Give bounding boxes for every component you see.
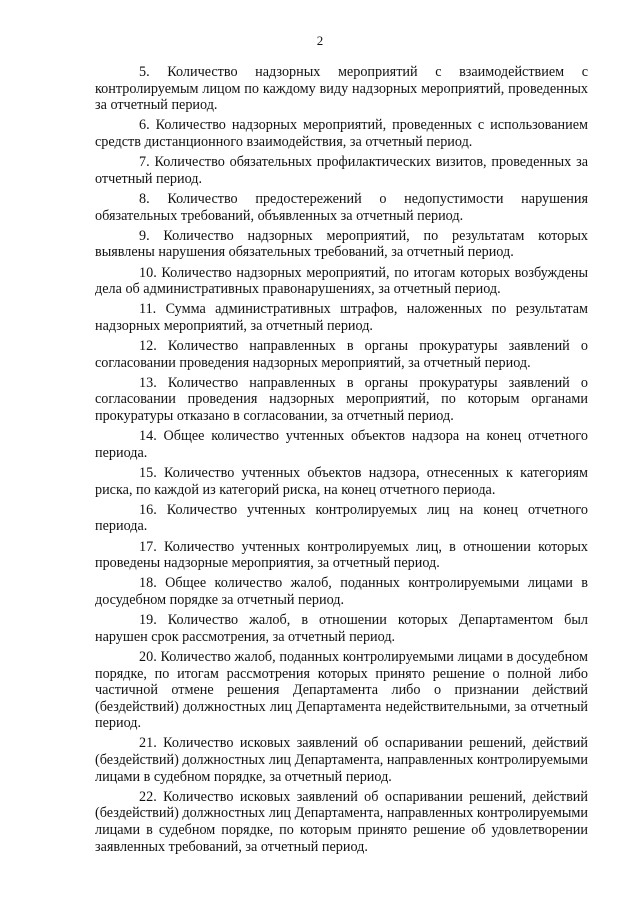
list-item-11: 11. Сумма административных штрафов, наложенных по результатам надзорных мероприятий, за отчетный период. [95, 301, 588, 334]
list-item-10: 10. Количество надзорных мероприятий, по итогам которых возбуждены дела об административных правонарушениях, за отчетный период. [95, 264, 588, 298]
list-item-16: 16. Количество учтенных контролируемых лиц на конец отчетного периода. [95, 501, 588, 535]
list-item-13: 13. Количество направленных в органы прокуратуры заявлений о согласовании проведения надзорных мероприятий, по которым органами прокуратуры отказано в согласовании, за отчетный период. [95, 374, 588, 425]
list-item-8: 8. Количество предостережений о недопустимости нарушения обязательных требований, объявленных за отчетный период. [95, 190, 588, 224]
list-item-17: 17. Количество учтенных контролируемых лиц, в отношении которых проведены надзорные мероприятия, за отчетный период. [95, 538, 588, 572]
list-item-6: 6. Количество надзорных мероприятий, проведенных с использованием средств дистанционного взаимодействия, за отчетный период. [95, 117, 588, 150]
list-item-7: 7. Количество обязательных профилактических визитов, проведенных за отчетный период. [95, 154, 588, 187]
list-item-12: 12. Количество направленных в органы прокуратуры заявлений о согласовании проведения надзорных мероприятий, за отчетный период. [95, 338, 588, 371]
list-item-9: 9. Количество надзорных мероприятий, по результатам которых выявлены нарушения обязательных требований, за отчетный период. [95, 227, 588, 261]
list-item-14: 14. Общее количество учтенных объектов надзора на конец отчетного периода. [95, 428, 588, 461]
list-item-15: 15. Количество учтенных объектов надзора, отнесенных к категориям риска, по каждой из категорий риска, на конец отчетного периода. [95, 465, 588, 498]
page-number: 2 [316, 33, 324, 48]
list-item-19: 19. Количество жалоб, в отношении которых Департаментом был нарушен срок рассмотрения, за отчетный период. [95, 612, 588, 645]
document-body [95, 64, 588, 859]
list-item-22: 22. Количество исковых заявлений об оспаривании решений, действий (бездействий) должностных лиц Департамента, направленных контролируемыми лицами в судебном порядке, по которым принято решение об удовлетворении заявленных требований, за отчетный период. [95, 788, 588, 855]
list-item-21: 21. Количество исковых заявлений об оспаривании решений, действий (бездействий) должностных лиц Департамента, направленных контролируемыми лицами в судебном порядке, за отчетный период. [95, 735, 588, 785]
list-item-20: 20. Количество жалоб, поданных контролируемыми лицами в досудебном порядке, по итогам рассмотрения которых принято решение о полной либо частичной отмене решения Департамента либо о признании действий (бездействий) должностных лиц Департамента недействительными, за отчетный период. [95, 648, 588, 732]
list-item-18: 18. Общее количество жалоб, поданных контролируемыми лицами в досудебном порядке за отчетный период. [95, 575, 588, 608]
list-item-5: 5. Количество надзорных мероприятий с взаимодействием с контролируемым лицом по каждому виду надзорных мероприятий, проведенных за отчетный период. [95, 64, 588, 114]
